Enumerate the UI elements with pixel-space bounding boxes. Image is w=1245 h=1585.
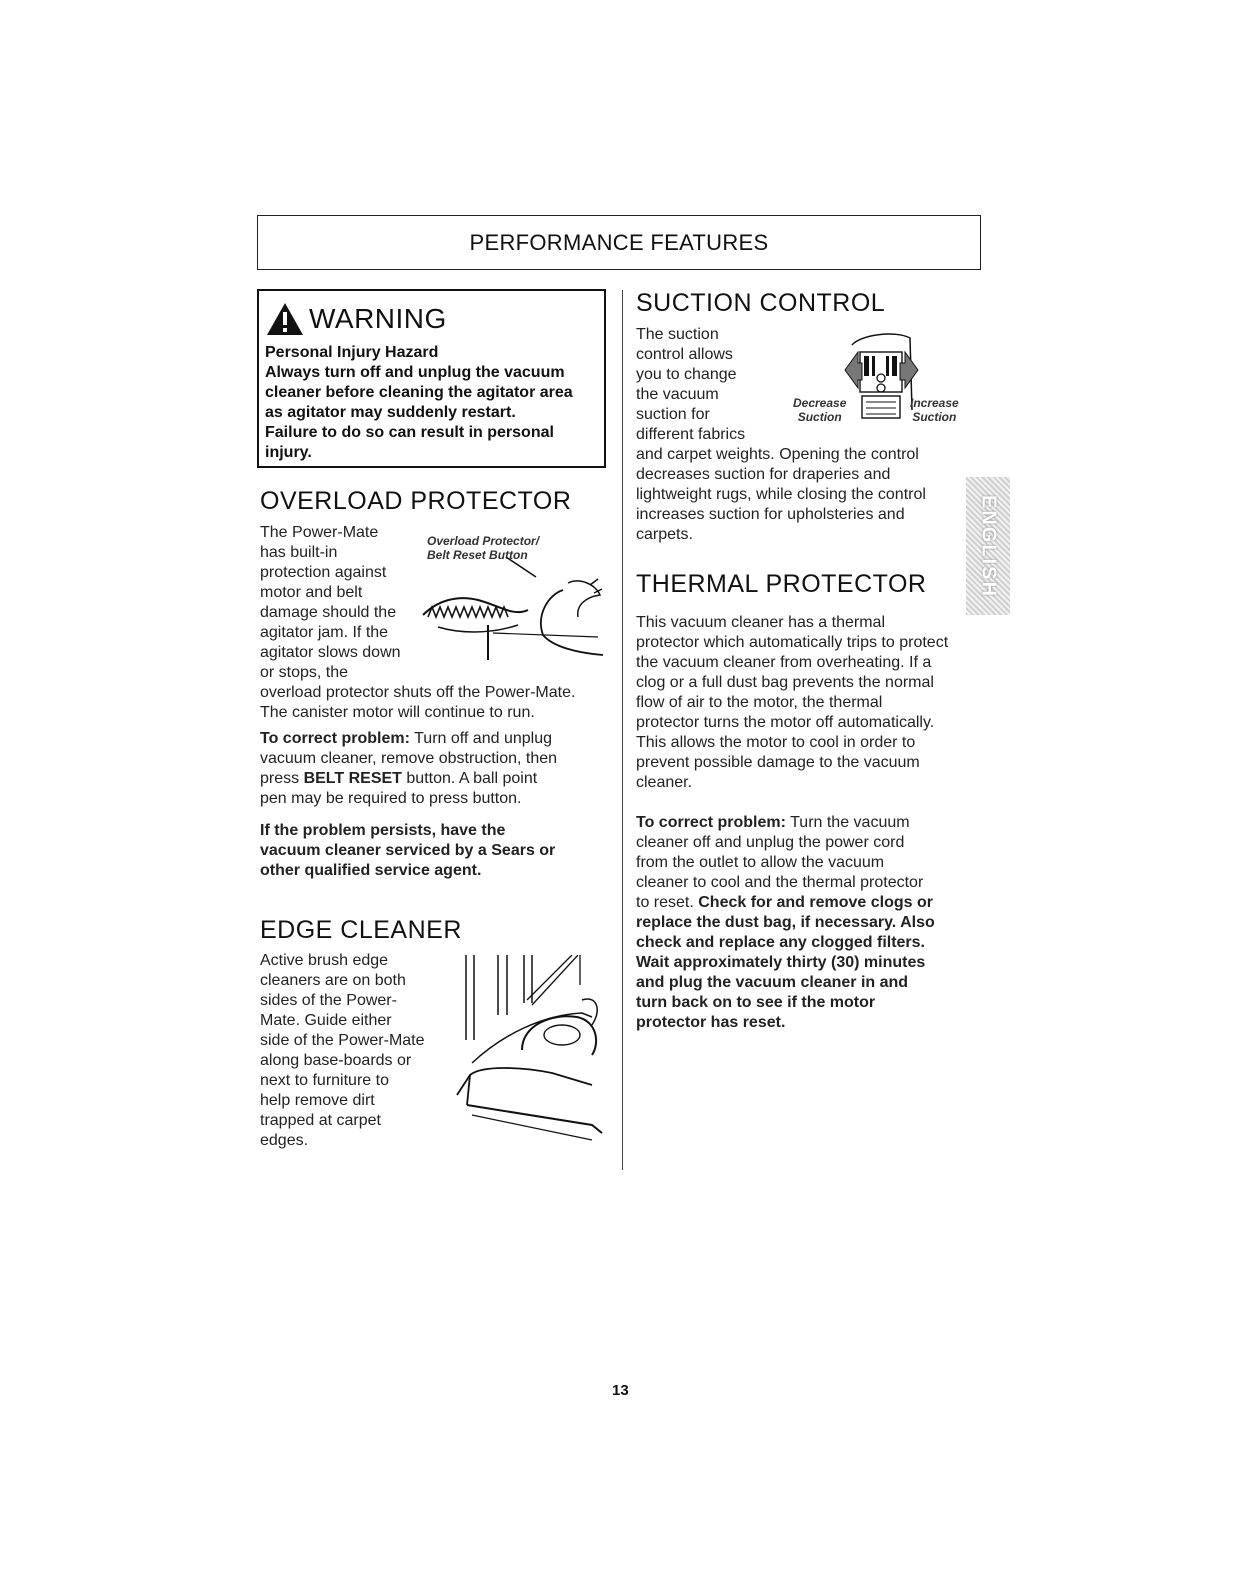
- power-mate-agitator-illustration: [418, 555, 608, 670]
- text-line: vacuum cleaner, remove obstruction, then: [260, 750, 558, 767]
- text-line: sides of the Power-: [260, 992, 397, 1009]
- text-line: clog or a full dust bag prevents the normal: [636, 674, 934, 691]
- warning-triangle-icon: [265, 301, 305, 337]
- warning-line: cleaner before cleaning the agitator area: [265, 384, 573, 401]
- overload-wrap-text: [260, 523, 430, 683]
- text-fragment: button. A ball point: [401, 770, 538, 787]
- text-line: replace the dust bag, if necessary. Also: [636, 914, 935, 931]
- column-divider: [622, 290, 623, 1170]
- suction-heading: SUCTION CONTROL: [636, 289, 886, 317]
- text-line: check and replace any clogged filters.: [636, 934, 925, 951]
- text-line: prevent possible damage to the vacuum: [636, 754, 920, 771]
- text-line: cleaner off and unplug the power cord: [636, 834, 905, 851]
- overload-heading: OVERLOAD PROTECTOR: [260, 487, 572, 515]
- text-line: decreases suction for draperies and: [636, 466, 891, 483]
- text-line: next to furniture to: [260, 1072, 389, 1089]
- text-line: agitator jam. If the: [260, 624, 389, 641]
- text-line: Wait approximately thirty (30) minutes: [636, 954, 926, 971]
- edge-cleaner-illustration: [452, 955, 612, 1150]
- warning-line: injury.: [265, 444, 312, 461]
- text-line: pen may be required to press button.: [260, 790, 522, 807]
- text-line: other qualified service agent.: [260, 862, 482, 879]
- text-line: different fabrics: [636, 426, 746, 443]
- thermal-correct: [636, 813, 935, 1033]
- text-line: This vacuum cleaner has a thermal: [636, 614, 885, 631]
- overload-persist: [260, 821, 555, 881]
- text-line: suction for: [636, 406, 710, 423]
- text-line: Active brush edge: [260, 952, 389, 969]
- text-line: If the problem persists, have the: [260, 822, 506, 839]
- thermal-text: [636, 613, 948, 793]
- section-header: [257, 215, 981, 270]
- text-fragment: to reset.: [636, 894, 699, 911]
- callout-line: Overload Protector/: [427, 534, 540, 548]
- section-title: PERFORMANCE FEATURES: [469, 229, 769, 255]
- text-fragment: Turn the vacuum: [785, 814, 910, 831]
- text-line: has built-in: [260, 544, 338, 561]
- overload-correct: [260, 729, 557, 809]
- text-line: turn back on to see if the motor: [636, 994, 876, 1011]
- text-line: overload protector shuts off the Power-Mate.: [260, 684, 576, 701]
- text-line: from the outlet to allow the vacuum: [636, 854, 885, 871]
- warning-line: as agitator may suddenly restart.: [265, 404, 516, 421]
- overload-full-text: [260, 683, 575, 723]
- text-line: you to change: [636, 366, 737, 383]
- suction-wrap-text: [636, 325, 786, 445]
- text-line: The canister motor will continue to run.: [260, 704, 535, 721]
- thermal-heading: THERMAL PROTECTOR: [636, 570, 927, 598]
- decrease-suction-label: [793, 396, 846, 424]
- text-line: the vacuum: [636, 386, 719, 403]
- text-line: The Power-Mate: [260, 524, 379, 541]
- text-line: motor and belt: [260, 584, 363, 601]
- text-line: agitator slows down: [260, 644, 401, 661]
- text-line: vacuum cleaner serviced by a Sears or: [260, 842, 556, 859]
- text-line: The suction: [636, 326, 719, 343]
- text-line: carpets.: [636, 526, 693, 543]
- text-line: lightweight rugs, while closing the control: [636, 486, 926, 503]
- belt-reset-term: BELT RESET: [303, 770, 402, 787]
- text-line: flow of air to the motor, the thermal: [636, 694, 883, 711]
- text-line: increases suction for upholsteries and: [636, 506, 905, 523]
- text-line: cleaners are on both: [260, 972, 406, 989]
- label-line: Decrease: [793, 396, 847, 410]
- edge-text: [260, 951, 450, 1151]
- correct-label: To correct problem:: [260, 730, 410, 747]
- text-line: protection against: [260, 564, 387, 581]
- callout-line: Belt Reset Button: [427, 548, 528, 562]
- label-line: Increase: [910, 396, 959, 410]
- text-line: cleaner.: [636, 774, 693, 791]
- warning-line: Always turn off and unplug the vacuum: [265, 364, 565, 381]
- text-line: This allows the motor to cool in order to: [636, 734, 916, 751]
- warning-title: WARNING: [309, 303, 447, 334]
- text-line: protector turns the motor off automatically.: [636, 714, 935, 731]
- text-line: cleaner to cool and the thermal protector: [636, 874, 924, 891]
- text-line: side of the Power-Mate: [260, 1032, 425, 1049]
- text-fragment: Check for and remove clogs or: [698, 894, 933, 911]
- correct-label: To correct problem:: [636, 814, 786, 831]
- text-line: help remove dirt: [260, 1092, 375, 1109]
- text-line: trapped at carpet: [260, 1112, 381, 1129]
- text-fragment: press: [260, 770, 304, 787]
- text-line: protector which automatically trips to protect: [636, 634, 949, 651]
- warning-box: [257, 289, 606, 468]
- suction-full-text: [636, 445, 926, 545]
- warning-line: Failure to do so can result in personal: [265, 424, 554, 441]
- text-line: protector has reset.: [636, 1014, 786, 1031]
- label-line: Suction: [912, 410, 957, 424]
- text-line: Mate. Guide either: [260, 1012, 392, 1029]
- text-line: control allows: [636, 346, 733, 363]
- warning-title-row: [265, 299, 598, 339]
- side-tab-label: ENGLISH: [977, 494, 1000, 598]
- text-line: and carpet weights. Opening the control: [636, 446, 919, 463]
- text-line: or stops, the: [260, 664, 349, 681]
- edge-heading: EDGE CLEANER: [260, 916, 462, 944]
- text-line: the vacuum cleaner from overheating. If a: [636, 654, 932, 671]
- label-line: Suction: [797, 410, 842, 424]
- warning-subtitle: Personal Injury Hazard: [265, 344, 439, 361]
- text-line: damage should the: [260, 604, 397, 621]
- text-line: along base-boards or: [260, 1052, 412, 1069]
- page-number: 13: [612, 1382, 629, 1399]
- text-line: and plug the vacuum cleaner in and: [636, 974, 909, 991]
- text-fragment: Turn off and unplug: [409, 730, 552, 747]
- increase-suction-label: [910, 396, 959, 424]
- language-side-tab: [966, 477, 1010, 615]
- text-line: edges.: [260, 1132, 309, 1149]
